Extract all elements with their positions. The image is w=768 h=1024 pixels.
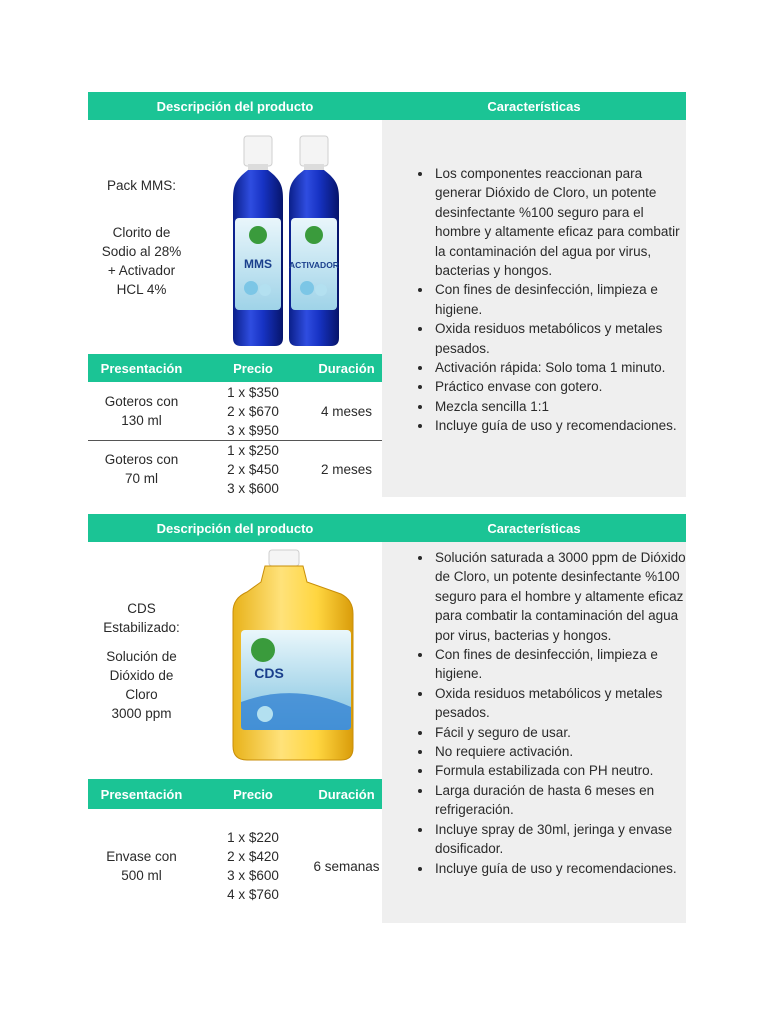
feature-item: • Los componentes reaccionan para generar Dióxido de Cloro, un potente desinfectante %100 seguro para el hombre y altamente eficaz para combatir la contaminación del agua por virus, bacterias y hongos. <box>433 164 686 280</box>
mms-label-text: MMS <box>244 257 272 271</box>
product-name: Pack MMS: <box>106 177 176 193</box>
mms-bottle <box>233 136 283 346</box>
feature-item: • Oxida residuos metabólicos y metales pesados. <box>433 319 686 358</box>
subheader-duration: Duración <box>311 779 382 809</box>
row-presentation <box>88 382 195 440</box>
header-features: Características <box>382 92 686 120</box>
feature-item: • Mezcla sencilla 1:1 <box>433 397 686 416</box>
feature-item: • Incluye guía de uso y recomendaciones. <box>433 416 686 435</box>
price-line: 3 x $600 <box>227 868 279 883</box>
product-name-line: Estabilizado: <box>103 619 180 635</box>
row-duration: 2 meses <box>320 461 373 477</box>
features-panel <box>382 542 686 923</box>
feature-item: • Incluye guía de uso y recomendaciones. <box>433 859 686 878</box>
product-description-line: Sodio al 28% <box>101 243 182 259</box>
price-line: 1 x $350 <box>227 384 279 400</box>
product-name-cell <box>88 120 195 354</box>
header-description: Descripción del producto <box>88 92 382 120</box>
presentation-line: Goteros con <box>104 452 179 467</box>
activador-label-text: ACTIVADOR <box>289 260 339 270</box>
presentation-line: 500 ml <box>121 868 162 883</box>
subheader-duration: Duración <box>311 354 382 382</box>
cds-jug <box>233 550 353 760</box>
price-line: 2 x $450 <box>227 461 279 477</box>
feature-item: • No requiere activación. <box>433 742 686 761</box>
product-image-cds-jug <box>195 542 382 779</box>
row-prices <box>195 382 311 440</box>
header-features: Características <box>382 514 686 542</box>
presentation-line: Envase con <box>106 849 177 864</box>
feature-item: • Con fines de desinfección, limpieza e higiene. <box>433 645 686 684</box>
price-line: 4 x $760 <box>227 887 279 902</box>
row-prices <box>195 809 311 923</box>
feature-item: • Con fines de desinfección, limpieza e higiene. <box>433 280 686 319</box>
row-duration: 4 meses <box>320 403 373 419</box>
feature-item: • Activación rápida: Solo toma 1 minuto. <box>433 358 686 377</box>
subheader-price: Precio <box>195 354 311 382</box>
subheader-presentation: Presentación <box>88 779 195 809</box>
product-image-mms-bottles <box>195 120 382 354</box>
features-list <box>382 164 686 436</box>
subheader-price: Precio <box>195 779 311 809</box>
feature-item: • Solución saturada a 3000 ppm de Dióxido de Cloro, un potente desinfectante %100 seguro para el hombre y altamente eficaz para combatir la contaminación del agua por virus, bacterias y hongos. <box>433 548 686 645</box>
product-description-line: Dióxido de <box>109 667 174 683</box>
feature-item: • Práctico envase con gotero. <box>433 377 686 396</box>
presentation-line: 130 ml <box>121 413 162 428</box>
product-name-cell <box>88 542 195 779</box>
product-description-line: HCL 4% <box>116 281 167 297</box>
row-presentation <box>88 441 195 497</box>
row-duration: 6 semanas <box>313 858 380 874</box>
features-panel <box>382 120 686 497</box>
product-description-line: Clorito de <box>112 224 171 240</box>
product-description-line: + Activador <box>107 262 176 278</box>
feature-item: • Larga duración de hasta 6 meses en refrigeración. <box>433 781 686 820</box>
product-description-line: Cloro <box>125 686 158 702</box>
subheader-presentation: Presentación <box>88 354 195 382</box>
row-presentation <box>88 809 195 923</box>
product-description-line: Solución de <box>106 648 177 664</box>
price-line: 1 x $220 <box>227 830 279 845</box>
price-line: 1 x $250 <box>227 442 279 458</box>
product-description-line: 3000 ppm <box>111 705 172 721</box>
activador-bottle <box>289 136 339 346</box>
header-description: Descripción del producto <box>88 514 382 542</box>
features-list <box>382 548 686 878</box>
price-line: 2 x $420 <box>227 849 279 864</box>
feature-item: • Oxida residuos metabólicos y metales pesados. <box>433 684 686 723</box>
feature-item: • Formula estabilizada con PH neutro. <box>433 761 686 780</box>
presentation-line: Goteros con <box>104 394 179 409</box>
price-line: 3 x $950 <box>227 422 279 438</box>
cds-label-text: CDS <box>254 665 284 681</box>
product-name-line: CDS <box>127 600 156 616</box>
price-line: 3 x $600 <box>227 480 279 496</box>
price-line: 2 x $670 <box>227 403 279 419</box>
row-prices <box>195 441 311 497</box>
presentation-line: 70 ml <box>124 471 158 486</box>
feature-item: • Incluye spray de 30ml, jeringa y envase dosificador. <box>433 820 686 859</box>
feature-item: • Fácil y seguro de usar. <box>433 723 686 742</box>
